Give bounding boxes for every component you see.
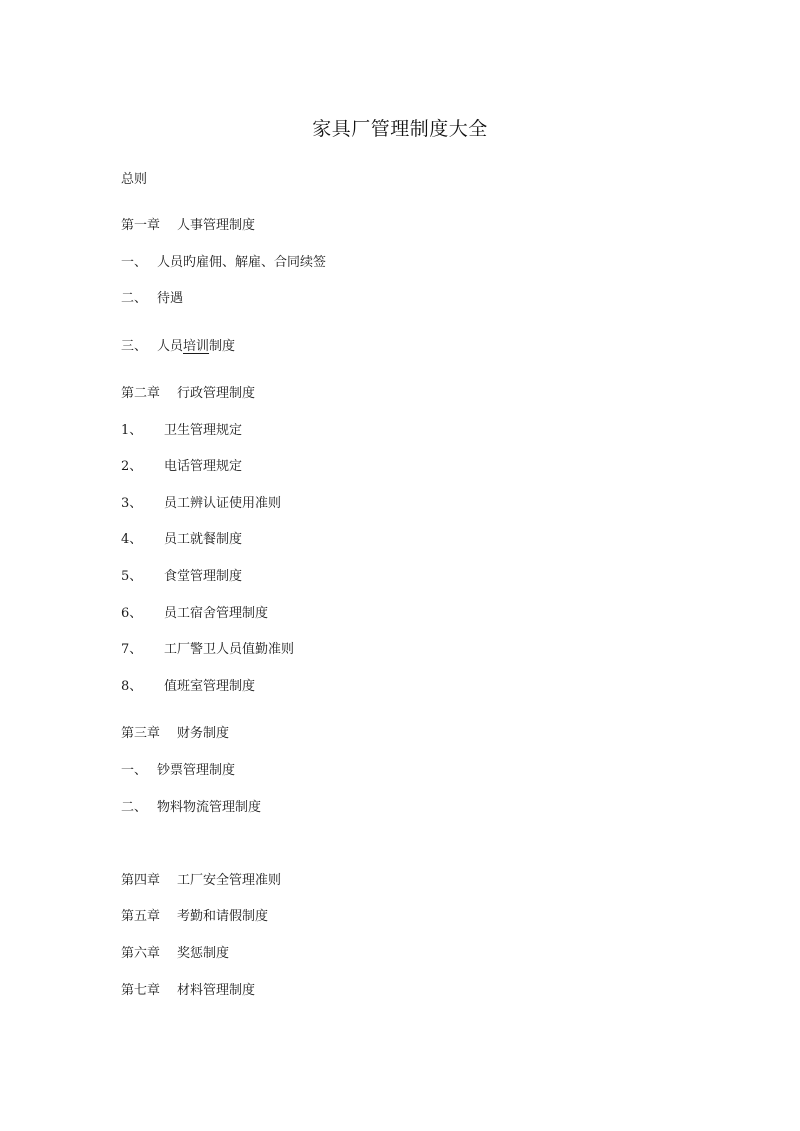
chapter-7-heading — [121, 982, 256, 1000]
chapter-4-heading — [121, 872, 282, 890]
list-item — [121, 568, 243, 586]
list-item — [121, 458, 243, 476]
item-text: 钞票管理制度 — [157, 763, 236, 778]
chapter-title: 工厂安全管理准则 — [177, 873, 282, 888]
chapter-title: 行政管理制度 — [177, 386, 256, 401]
list-item — [121, 254, 327, 272]
item-number: 4、 — [121, 532, 143, 547]
item-number: 二、 — [121, 800, 148, 815]
item-number: 2、 — [121, 459, 143, 474]
chapter-label: 第二章 — [121, 386, 161, 401]
list-item — [121, 762, 236, 780]
item-text: 员工辨认证使用准则 — [164, 496, 282, 511]
item-text-post: 制度 — [209, 339, 236, 354]
chapter-5-heading — [121, 908, 269, 926]
list-item — [121, 605, 269, 623]
item-number: 5、 — [121, 569, 143, 584]
item-number: 8、 — [121, 679, 143, 694]
list-item — [121, 799, 262, 817]
list-item — [121, 290, 184, 308]
chapter-title: 材料管理制度 — [177, 983, 256, 998]
general-heading: 总则 — [121, 172, 148, 187]
chapter-1-heading — [121, 217, 256, 235]
item-text: 人员旳雇佣、解雇、合同续签 — [157, 255, 327, 270]
chapter-label: 第四章 — [121, 873, 161, 888]
item-text: 工厂警卫人员值勤准则 — [164, 642, 295, 657]
item-number: 1、 — [121, 423, 143, 438]
chapter-label: 第七章 — [121, 983, 161, 998]
list-item — [121, 422, 243, 440]
item-number: 3、 — [121, 496, 143, 511]
item-number: 7、 — [121, 642, 143, 657]
item-number: 二、 — [121, 291, 148, 306]
chapter-3-heading — [121, 725, 230, 743]
list-item — [121, 678, 256, 696]
chapter-title: 奖惩制度 — [177, 946, 230, 961]
chapter-6-heading — [121, 945, 230, 963]
chapter-2-heading — [121, 385, 256, 403]
list-item — [121, 531, 243, 549]
chapter-label: 第五章 — [121, 909, 161, 924]
item-number: 一、 — [121, 763, 148, 778]
item-number: 6、 — [121, 606, 143, 621]
chapter-title: 人事管理制度 — [177, 218, 256, 233]
item-text: 物料物流管理制度 — [157, 800, 262, 815]
item-text: 员工就餐制度 — [164, 532, 243, 547]
item-text: 待遇 — [157, 291, 184, 306]
item-text: 电话管理规定 — [164, 459, 243, 474]
item-text: 卫生管理规定 — [164, 423, 243, 438]
item-text: 食堂管理制度 — [164, 569, 243, 584]
chapter-label: 第三章 — [121, 726, 161, 741]
chapter-title: 考勤和请假制度 — [177, 909, 269, 924]
chapter-label: 第六章 — [121, 946, 161, 961]
item-text — [157, 338, 235, 356]
document-title: 家具厂管理制度大全 — [312, 118, 488, 140]
item-text: 员工宿舍管理制度 — [164, 606, 269, 621]
list-item — [121, 641, 295, 659]
item-number: 三、 — [121, 339, 148, 354]
item-number: 一、 — [121, 255, 148, 270]
item-text: 值班室管理制度 — [164, 679, 256, 694]
list-item — [121, 495, 282, 513]
item-text-pre: 人员 — [157, 339, 184, 354]
item-text-underlined: 培训 — [183, 339, 210, 354]
chapter-title: 财务制度 — [177, 726, 230, 741]
list-item — [121, 338, 236, 356]
chapter-label: 第一章 — [121, 218, 161, 233]
